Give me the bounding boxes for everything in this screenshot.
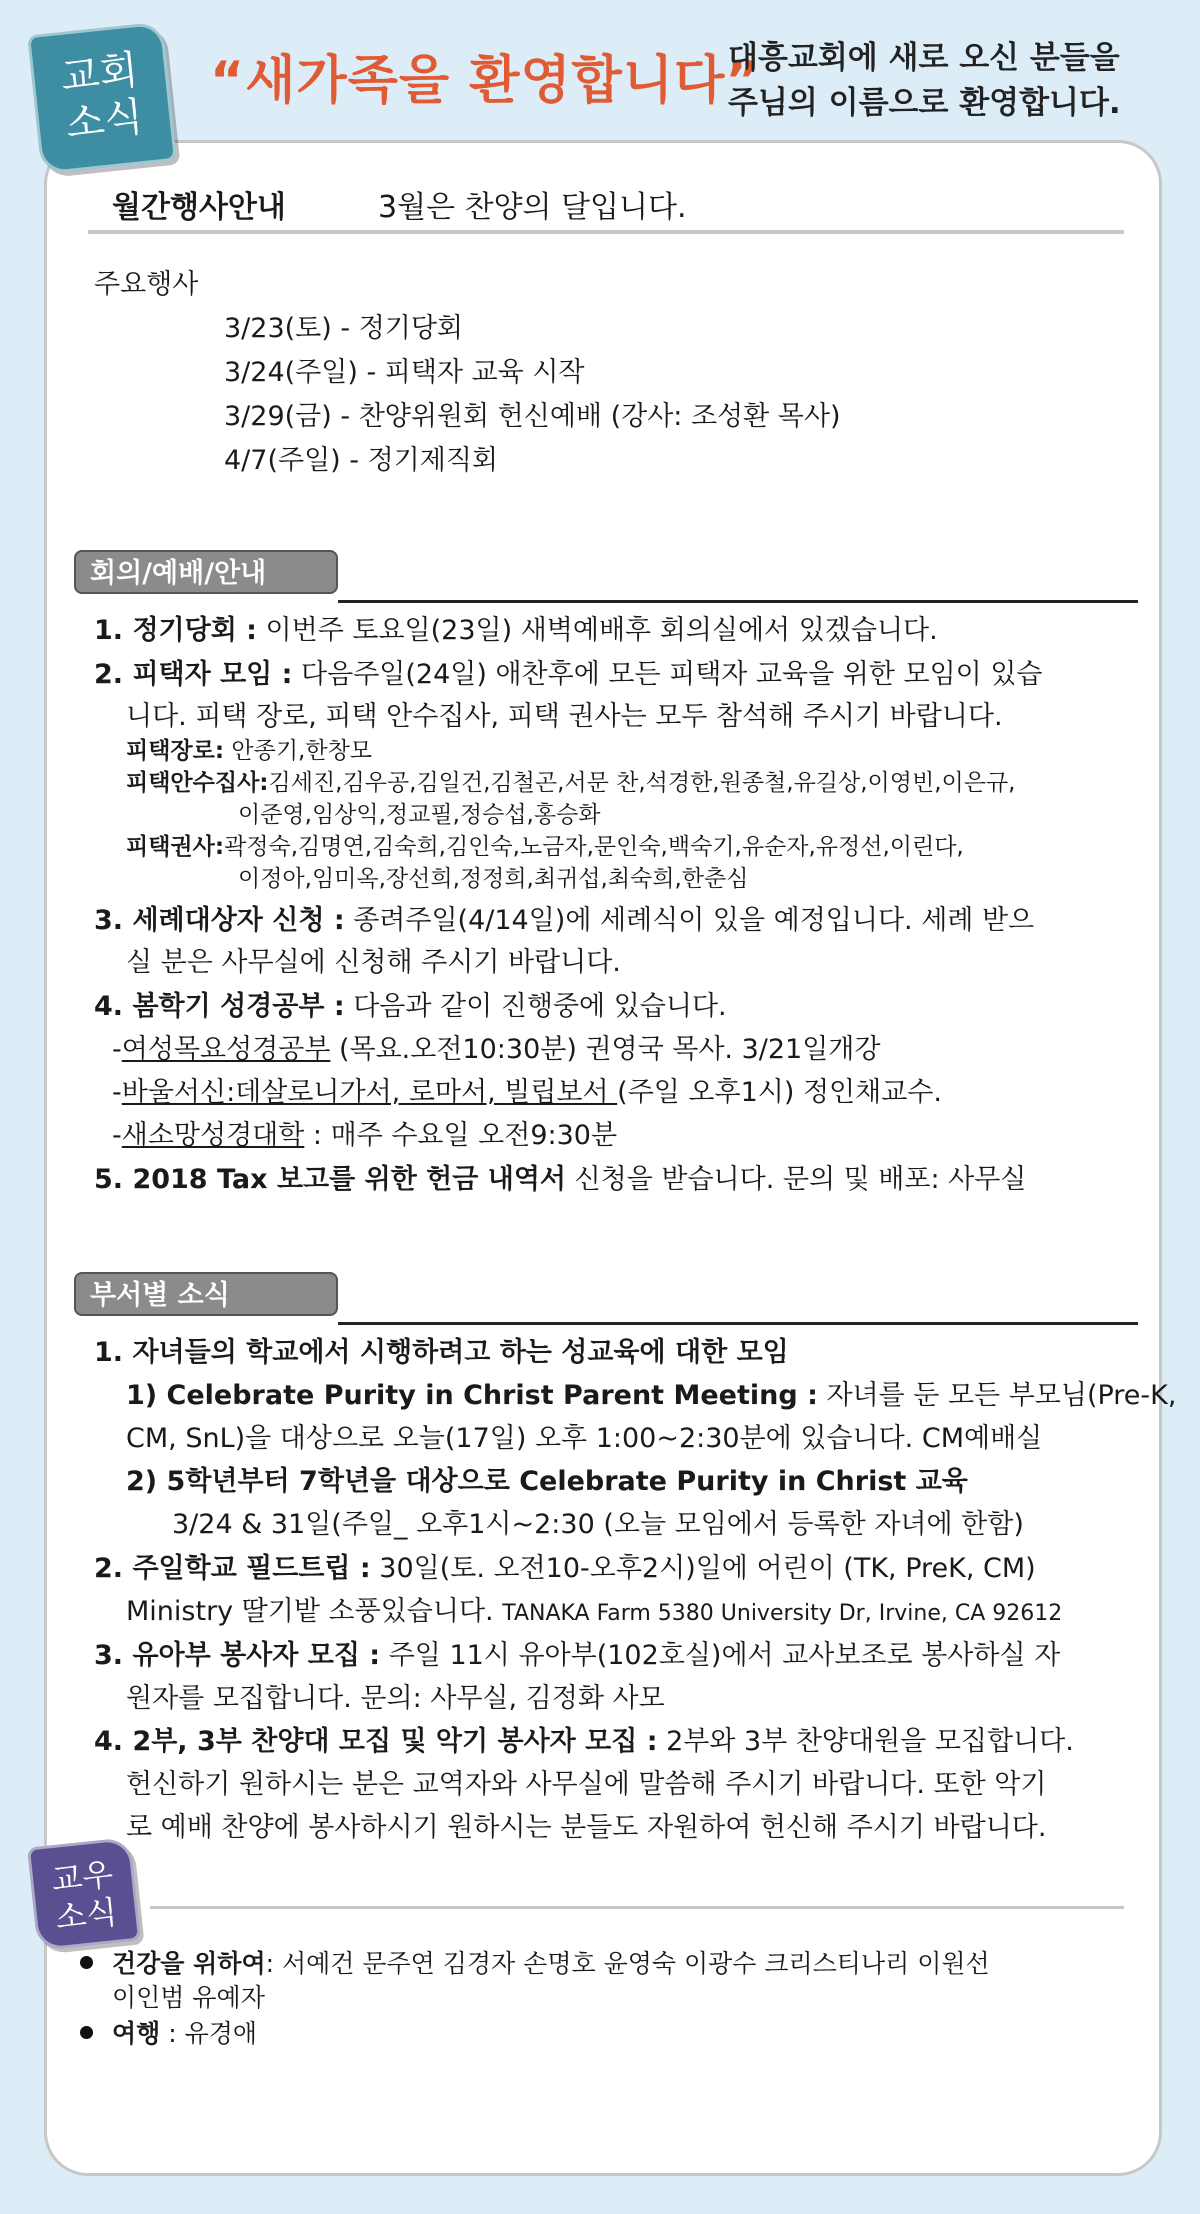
travel-names: : 유경애 xyxy=(160,2019,258,2048)
study-prefix: - xyxy=(112,1034,122,1065)
notice-text: 종려주일(4/14일)에 세례식이 있을 예정입니다. 세례 받으 xyxy=(344,905,1035,936)
event-item: 4/7(주일) - 정기제직회 xyxy=(224,445,499,476)
health-names: : 서예건 문주연 김경자 손명호 윤영숙 이광수 크리스티나리 이원선 xyxy=(265,1949,990,1978)
bullet-icon xyxy=(80,1956,93,1969)
dept-label: 3. 유아부 봉사자 모집 : xyxy=(94,1640,381,1671)
health-prayer-item xyxy=(112,1944,990,1980)
dept-text-continued: 원자를 모집합니다. 문의: 사무실, 김정화 사모 xyxy=(126,1683,665,1714)
notice-item-5 xyxy=(94,1157,1026,1196)
notice-text-continued: 니다. 피택 장로, 피택 안수집사, 피택 권사는 모두 참석해 주시기 바랍니다. xyxy=(126,701,1003,732)
study-details: (주일 오후1시) 정인채교수. xyxy=(617,1077,942,1108)
monthly-events-heading: 월간행사안내 xyxy=(112,190,286,225)
sub-label: 1) Celebrate Purity in Christ Parent Meeting : xyxy=(126,1380,818,1411)
deaconesses-label: 피택권사: xyxy=(126,834,225,860)
section-rule xyxy=(338,1322,1138,1325)
divider xyxy=(88,230,1124,234)
study-details: : 매주 수요일 오전9:30분 xyxy=(304,1120,618,1151)
notice-label: 3. 세례대상자 신청 : xyxy=(94,905,345,936)
departments-section-tab: 부서별 소식 xyxy=(74,1272,338,1316)
monthly-theme: 3월은 찬양의 달입니다. xyxy=(378,190,687,225)
dept-label: 4. 2부, 3부 찬양대 모집 및 악기 봉사자 모집 : xyxy=(94,1726,658,1757)
notice-item-2 xyxy=(94,652,1043,691)
deaconesses-names: 곽정숙,김명연,김숙희,김인숙,노금자,문인숙,백숙기,유순자,유정선,이린다, xyxy=(224,834,964,860)
elders-names: 안종기,한창모 xyxy=(224,738,373,764)
dept-text: 주일 11시 유아부(102호실)에서 교사보조로 봉사하실 자 xyxy=(380,1640,1061,1671)
dept-sub-item-1 xyxy=(126,1373,1176,1412)
dept-sub-item-2: 2) 5학년부터 7학년을 대상으로 Celebrate Purity in Christ 교육 xyxy=(126,1466,968,1497)
deaconesses-list xyxy=(126,828,964,861)
deacons-list xyxy=(126,764,1015,797)
dept-label: 2. 주일학교 필드트립 : xyxy=(94,1553,371,1584)
dept-text-part: Ministry 딸기밭 소풍있습니다. xyxy=(126,1596,503,1627)
travel-label: 여행 xyxy=(112,2019,161,2048)
notice-item-3 xyxy=(94,898,1034,937)
badge-line-2: 소식 xyxy=(53,1892,119,1937)
study-item xyxy=(112,1027,880,1066)
welcome-line-1: 대흥교회에 새로 오신 분들을 xyxy=(728,40,1120,76)
dept-item-1: 1. 자녀들의 학교에서 시행하려고 하는 성교육에 대한 모임 xyxy=(94,1337,789,1368)
notice-item-4 xyxy=(94,984,727,1023)
deacons-label: 피택안수집사: xyxy=(126,770,269,796)
dept-text: 30일(토. 오전10-오후2시)일에 어린이 (TK, PreK, CM) xyxy=(370,1553,1036,1584)
dept-item-3 xyxy=(94,1633,1060,1672)
welcome-line-2: 주님의 이름으로 환영합니다. xyxy=(728,84,1121,121)
meetings-section-tab: 회의/예배/안내 xyxy=(74,550,338,594)
notice-text: 다음주일(24일) 애찬후에 모든 피택자 교육을 위한 모임이 있습 xyxy=(292,659,1043,690)
health-label: 건강을 위하여 xyxy=(112,1949,266,1978)
dept-item-4 xyxy=(94,1719,1074,1758)
notice-text: 이번주 토요일(23일) 새벽예배후 회의실에서 있겠습니다. xyxy=(256,615,938,646)
study-item xyxy=(112,1070,942,1109)
study-prefix: - xyxy=(112,1120,122,1151)
sub-text-continued: CM, SnL)을 대상으로 오늘(17일) 오후 1:00~2:30분에 있습니다. CM예배실 xyxy=(126,1423,1043,1454)
notice-text: 신청을 받습니다. 문의 및 배포: 사무실 xyxy=(565,1164,1027,1195)
member-news-badge xyxy=(27,1837,141,1951)
notice-label: 1. 정기당회 : xyxy=(94,615,257,646)
travel-item xyxy=(112,2014,257,2050)
bullet-icon xyxy=(80,2026,93,2039)
health-names-continued: 이인범 유예자 xyxy=(112,1983,265,2012)
dept-item-2 xyxy=(94,1546,1036,1585)
deacons-names: 김세진,김우공,김일건,김철곤,서문 찬,석경한,원종철,유길상,이영빈,이은규, xyxy=(268,770,1016,796)
deaconesses-names-continued: 이정아,임미옥,장선희,정정희,최귀섭,최숙희,한춘심 xyxy=(238,866,749,892)
dept-text-continued: 헌신하기 원하시는 분은 교역자와 사무실에 말씀해 주시기 바랍니다. 또한 악기 xyxy=(126,1769,1047,1800)
dept-text: 2부와 3부 찬양대원을 모집합니다. xyxy=(657,1726,1074,1757)
notice-label: 2. 피택자 모임 : xyxy=(94,659,293,690)
study-name: 여성목요성경공부 xyxy=(121,1034,331,1065)
dept-text-continued: 로 예배 찬양에 봉사하시기 원하시는 분들도 자원하여 헌신해 주시기 바랍니다. xyxy=(126,1812,1047,1843)
welcome-message xyxy=(728,36,1121,126)
study-name: 바울서신:데살로니가서, 로마서, 빌립보서 xyxy=(121,1077,618,1108)
section-rule xyxy=(338,600,1138,603)
study-item xyxy=(112,1113,617,1152)
main-events-label: 주요행사 xyxy=(94,269,199,300)
dept-text-continued xyxy=(126,1589,1062,1628)
welcome-title: “새가족을 환영합니다” xyxy=(210,51,761,111)
study-prefix: - xyxy=(112,1077,122,1108)
divider xyxy=(150,1906,1124,1909)
event-item: 3/29(금) - 찬양위원회 헌신예배 (강사: 조성환 목사) xyxy=(224,401,841,432)
study-details: (목요.오전10:30분) 권영국 목사. 3/21일개강 xyxy=(330,1034,881,1065)
badge-line-1: 교우 xyxy=(49,1854,115,1900)
notice-text: 다음과 같이 진행중에 있습니다. xyxy=(344,991,727,1022)
badge-line-1: 교회 xyxy=(58,47,141,102)
notice-item-1 xyxy=(94,608,938,647)
event-item: 3/24(주일) - 피택자 교육 시작 xyxy=(224,357,585,388)
notice-text-continued: 실 분은 사무실에 신청해 주시기 바랍니다. xyxy=(126,947,621,978)
elders-label: 피택장로: xyxy=(126,738,225,764)
notice-label: 4. 봄학기 성경공부 : xyxy=(94,991,345,1022)
event-item: 3/23(토) - 정기당회 xyxy=(224,313,464,344)
study-name: 새소망성경대학 xyxy=(121,1120,305,1151)
deacons-names-continued: 이준영,임상익,정교필,정승섭,홍승화 xyxy=(238,802,601,828)
sub-text: 자녀를 둔 모든 부모님(Pre-K, xyxy=(817,1380,1177,1411)
sub-text-continued: 3/24 & 31일(주일_ 오후1시~2:30 (오늘 모임에서 등록한 자녀에 한함) xyxy=(172,1509,1024,1540)
badge-line-2: 소식 xyxy=(63,94,146,148)
church-news-badge xyxy=(27,21,177,174)
elders-list xyxy=(126,732,372,765)
notice-label: 5. 2018 Tax 보고를 위한 헌금 내역서 xyxy=(94,1164,566,1195)
farm-address: TANAKA Farm 5380 University Dr, Irvine, CA 92612 xyxy=(502,1601,1063,1626)
